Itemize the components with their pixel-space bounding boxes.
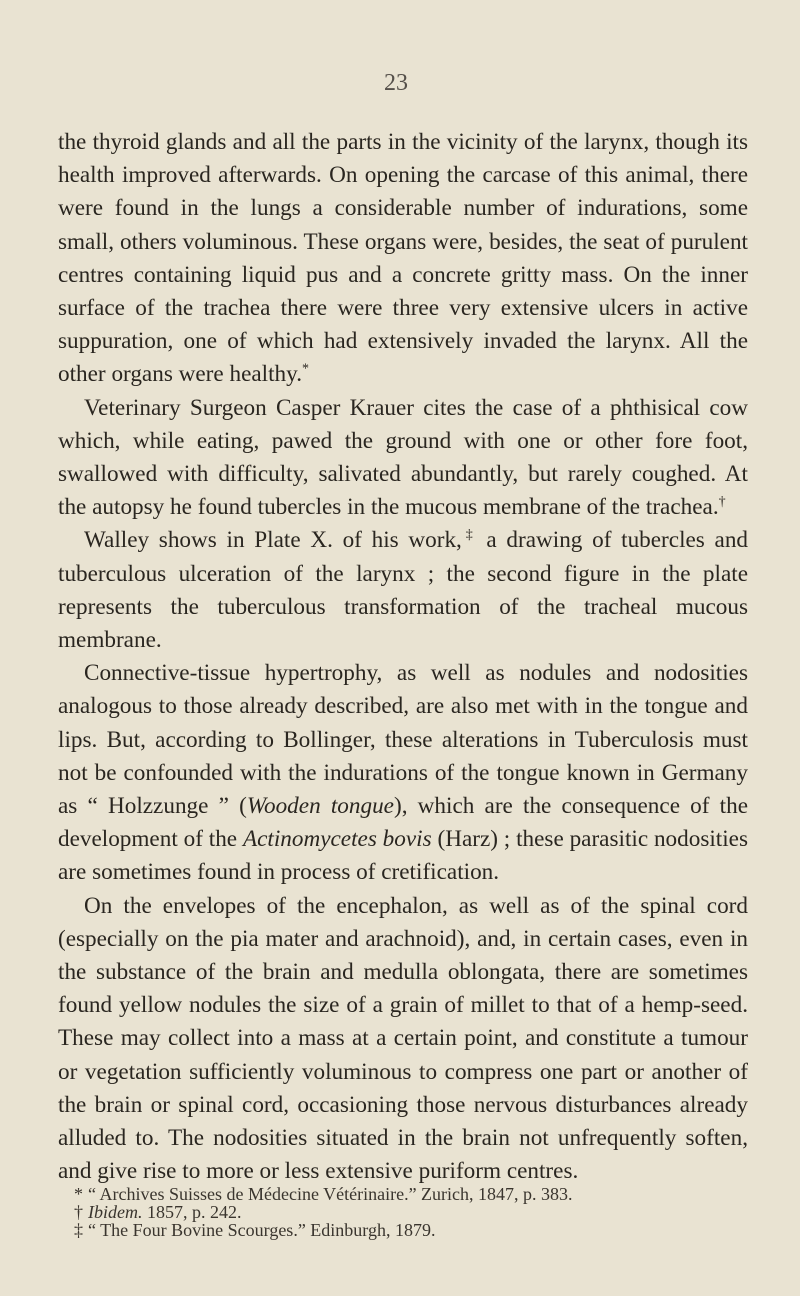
body-text — [58, 126, 748, 1189]
footnote-mark: † — [74, 1202, 83, 1222]
paragraph-krauer — [58, 392, 748, 525]
paragraph-continuation — [58, 126, 748, 392]
paragraph-text: a drawing of tubercles and tuberculous ulceration of the larynx ; the second figure in the plate represents the tuberculous transformation of the tracheal mucous membrane. — [58, 527, 749, 654]
italic-term: Actinomycetes bovis — [242, 826, 432, 853]
footnotes — [74, 1185, 754, 1239]
footnote-text: “ The Four Bovine Scourges.” Edinburgh, 1879. — [88, 1220, 436, 1240]
paragraph-text: Connective-tissue hypertrophy, as well as nodules and nodosities analogous to those already described, are also met with in the tongue and lips. But, according to Bollinger, these alterations in Tuberculosis must not be confounded with the indurations of the tongue known in Germany as “ Holzzunge ” ( — [58, 660, 748, 820]
paragraph-text: the thyroid glands and all the parts in the vicinity of the larynx, though its health improved afterwards. On opening the carcase of this animal, there were found in the lungs a considerable number of indurations, some small, others voluminous. These organs were, besides, the seat of purulent centres containing liquid pus and a concrete gritty mass. On the inner surface of the trachea there were three very extensive ulcers in active suppuration, one of which had extensively invaded the larynx. All the other organs were healthy. — [58, 129, 748, 388]
footnote-text: “ Archives Suisses de Médecine Vétérinaire.” Zurich, 1847, p. 383. — [88, 1184, 573, 1204]
footnote — [74, 1203, 754, 1221]
footnote-mark: ‡ — [74, 1220, 83, 1240]
footnote-mark: * — [74, 1184, 83, 1204]
footnote — [74, 1185, 754, 1203]
footnote-text: 1857, p. 242. — [142, 1202, 242, 1222]
paragraph-text: Walley shows in Plate X. of his work, — [84, 527, 462, 554]
footnote — [74, 1221, 754, 1239]
paragraph-text: (Harz) ; these parasitic nodosities are sometimes found in process of cretification. — [58, 826, 748, 886]
paragraph-text: ), which are the consequence of the development of the — [58, 793, 748, 853]
footnote-ref: † — [718, 494, 726, 510]
footnote-ref: ‡ — [461, 527, 477, 543]
paragraph-text: Veterinary Surgeon Casper Krauer cites the case of a phthisical cow which, while eating, pawed the ground with one or other fore foot, swallowed with difficulty, salivated abundantly, but rarely coughed. At the autopsy he found tubercles in the mucous membrane of the trachea. — [58, 394, 748, 521]
paragraph-text: On the envelopes of the encephalon, as well as of the spinal cord (especially on the pia mater and arachnoid), and, in certain cases, even in the substance of the brain and medulla oblongata, there are sometimes found yellow nodules the size of a grain of millet to that of a hemp-seed. These may collect into a mass at a certain point, and constitute a tumour or vegetation sufficiently voluminous to compress one part or another of the brain or spinal cord, occasioning those nervous disturbances already alluded to. The nodosities situated in the brain not unfrequently soften, and give rise to more or less extensive puriform centres. — [58, 892, 748, 1185]
paragraph-walley — [58, 524, 748, 657]
footnote-ref: * — [302, 361, 310, 377]
page-number: 23 — [384, 70, 408, 96]
italic-term: Wooden tongue — [246, 793, 394, 820]
footnote-italic: Ibidem. — [88, 1202, 143, 1222]
paragraph-encephalon — [58, 890, 748, 1189]
paragraph-tongue — [58, 657, 748, 889]
